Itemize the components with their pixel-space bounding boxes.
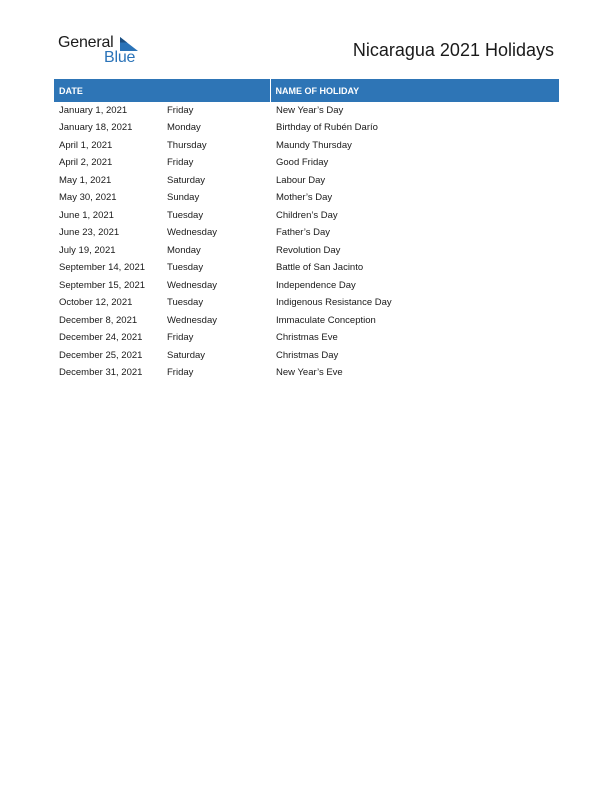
holiday-name: Christmas Eve — [276, 332, 338, 344]
table-row — [54, 312, 559, 330]
holiday-weekday: Tuesday — [167, 297, 204, 309]
holiday-date: December 8, 2021 — [59, 314, 138, 326]
table-row — [54, 172, 559, 190]
table-row — [54, 260, 559, 278]
table-row — [54, 365, 559, 383]
page-title: Nicaragua 2021 Holidays — [352, 40, 554, 60]
holiday-weekday: Friday — [167, 104, 194, 116]
table-row — [54, 155, 559, 173]
table-row — [54, 207, 559, 225]
holiday-date: October 12, 2021 — [59, 297, 133, 309]
holiday-name: New Year’s Eve — [276, 367, 343, 379]
holiday-weekday: Saturday — [167, 349, 206, 361]
holiday-weekday: Wednesday — [167, 314, 217, 326]
holiday-date: July 19, 2021 — [59, 244, 116, 256]
holiday-weekday: Tuesday — [167, 262, 204, 274]
holiday-date: December 25, 2021 — [59, 349, 143, 361]
holiday-name: Children’s Day — [276, 209, 338, 221]
holiday-date: January 18, 2021 — [59, 122, 133, 134]
table-row — [54, 225, 559, 243]
header-date: DATE — [54, 79, 270, 102]
holiday-weekday: Thursday — [167, 139, 207, 151]
holiday-name: New Year’s Day — [276, 104, 344, 116]
table-row — [54, 120, 559, 138]
holiday-name: Christmas Day — [276, 349, 339, 361]
holiday-date: September 14, 2021 — [59, 262, 146, 274]
holiday-date: December 31, 2021 — [59, 367, 143, 379]
holiday-weekday: Monday — [167, 244, 201, 256]
holiday-name: Good Friday — [276, 157, 329, 169]
holiday-date: January 1, 2021 — [59, 104, 128, 116]
generalblue-logo — [58, 34, 148, 68]
holiday-name: Immaculate Conception — [276, 314, 376, 326]
logo-word-blue: Blue — [104, 49, 136, 66]
holiday-name: Indigenous Resistance Day — [276, 297, 392, 309]
holiday-name: Labour Day — [276, 174, 326, 186]
table-row — [54, 295, 559, 313]
holiday-weekday: Wednesday — [167, 227, 217, 239]
table-row — [54, 190, 559, 208]
holiday-date: April 1, 2021 — [59, 139, 113, 151]
holiday-date: May 1, 2021 — [59, 174, 112, 186]
holiday-name: Father’s Day — [276, 227, 331, 239]
holiday-date: September 15, 2021 — [59, 279, 146, 291]
holiday-weekday: Saturday — [167, 174, 206, 186]
holiday-name: Birthday of Rubén Darío — [276, 122, 378, 134]
holiday-name: Mother’s Day — [276, 192, 333, 204]
holiday-date: June 23, 2021 — [59, 227, 120, 239]
table-header-row — [54, 79, 559, 102]
table-row — [54, 330, 559, 348]
holiday-name: Maundy Thursday — [276, 139, 352, 151]
header-holiday-name: NAME OF HOLIDAY — [270, 79, 559, 102]
holiday-date: June 1, 2021 — [59, 209, 114, 221]
logo-word-general: General — [58, 34, 114, 51]
holiday-date: December 24, 2021 — [59, 332, 143, 344]
holiday-weekday: Wednesday — [167, 279, 217, 291]
holiday-date: May 30, 2021 — [59, 192, 117, 204]
holiday-weekday: Friday — [167, 157, 194, 169]
holiday-weekday: Friday — [167, 367, 194, 379]
holiday-rows — [54, 102, 559, 382]
holiday-weekday: Friday — [167, 332, 194, 344]
holiday-weekday: Sunday — [167, 192, 200, 204]
table-row — [54, 347, 559, 365]
table-row — [54, 277, 559, 295]
holiday-name: Battle of San Jacinto — [276, 262, 364, 274]
table-row — [54, 242, 559, 260]
holiday-weekday: Monday — [167, 122, 201, 134]
table-row — [54, 102, 559, 120]
holiday-name: Revolution Day — [276, 244, 341, 256]
holiday-table — [54, 79, 559, 382]
holiday-date: April 2, 2021 — [59, 157, 113, 169]
holiday-name: Independence Day — [276, 279, 356, 291]
holiday-weekday: Tuesday — [167, 209, 204, 221]
table-row — [54, 137, 559, 155]
